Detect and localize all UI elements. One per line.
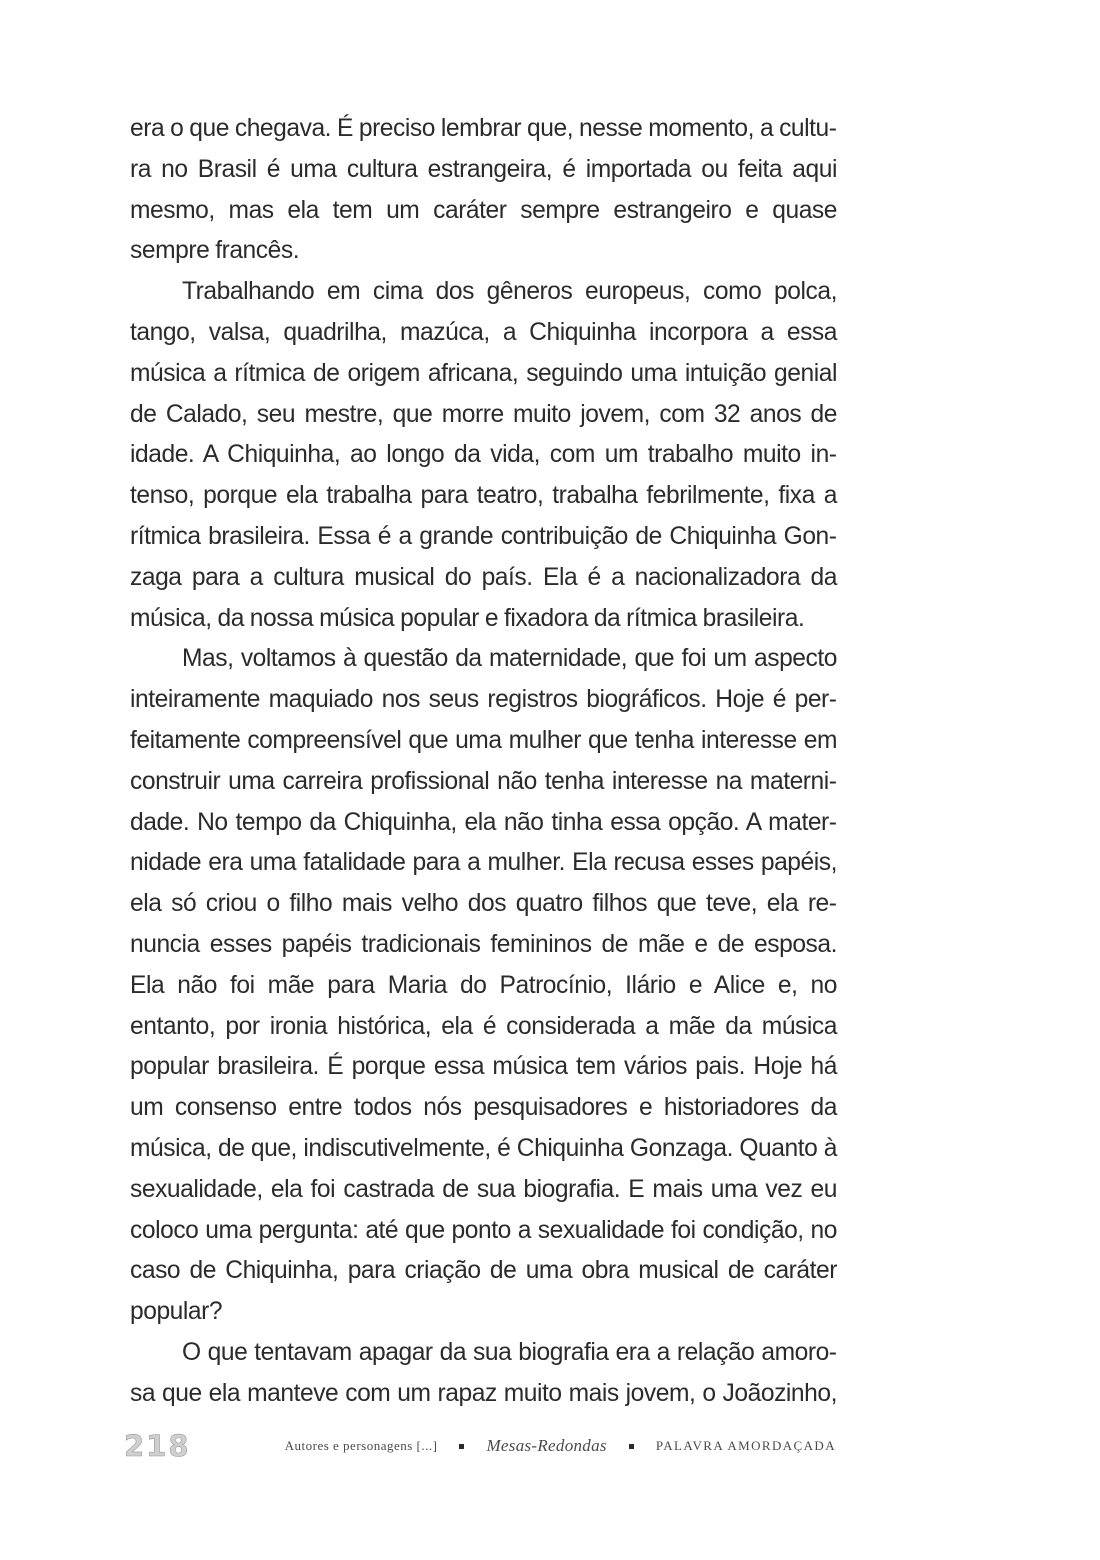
paragraph-4: O que tentavam apagar da sua biografia era a relação amorosa que ela manteve com um rapaz muito mais jovem, o Joãozinho, xyxy=(130,1338,837,1407)
page-body xyxy=(130,109,837,1415)
paragraph-2: Trabalhando em cima dos gêneros europeus, como polca, tango, valsa, quadrilha, mazúca, a Chiquinha incorpora a essa música a rítmica de origem africana, seguindo uma intuição genial de Calado, seu mestre, que morre muito jovem, com 32 anos de idade. A Chiquinha, ao longo da vida, com um trabalho muito intenso, porque ela trabalha para teatro, trabalha febrilmente, fixa a rítmica brasileira. Essa é a grande contribuição de Chiquinha Gonzaga para a cultura musical do país. Ela é a nacionalizadora da música, da nossa música popular e fixadora da rítmica brasileira. xyxy=(130,278,837,632)
running-footer xyxy=(285,1436,836,1456)
footer-book-title: Autores e personagens [...] xyxy=(284,1438,438,1453)
square-bullet-icon xyxy=(629,1444,634,1449)
footer-collection-title: PALAVRA AMORDAÇADA xyxy=(655,1438,836,1453)
page-footer xyxy=(124,1426,836,1466)
paragraph-3: Mas, voltamos à questão da maternidade, que foi um aspecto inteiramente maquiado nos seus registros biográficos. Hoje é perfeitamente compreensível que uma mulher que tenha interesse em construir uma carreira profissional não tenha interesse na maternidade. No tempo da Chiquinha, ela não tinha essa opção. A maternidade era uma fatalidade para a mulher. Ela recusa esses papéis, ela só criou o filho mais velho dos quatro filhos que teve, ela renuncia esses papéis tradicionais femininos de mãe e de esposa. Ela não foi mãe para Maria do Patrocínio, Ilário e Alice e, no entanto, por ironia histórica, ela é considerada a mãe da música popular brasileira. É porque essa música tem vários pais. Hoje há um consenso entre todos nós pesquisadores e historiadores da música, de que, indiscutivelmente, é Chiquinha Gonzaga. Quanto à sexualidade, ela foi castrada de sua biografia. E mais uma vez eu coloco uma pergunta: até que ponto a sexualidade foi condição, no caso de Chiquinha, para criação de uma obra musical de caráter popular? xyxy=(130,645,837,1326)
paragraph-1: era o que chegava. É preciso lembrar que, nesse momento, a cultura no Brasil é uma cultura estrangeira, é importada ou feita aqui mesmo, mas ela tem um caráter sempre estrangeiro e quase sempre francês. xyxy=(130,115,837,265)
page-number: 218 xyxy=(124,1429,191,1463)
square-bullet-icon xyxy=(459,1444,464,1449)
footer-series-title: Mesas-Redondas xyxy=(486,1436,607,1455)
